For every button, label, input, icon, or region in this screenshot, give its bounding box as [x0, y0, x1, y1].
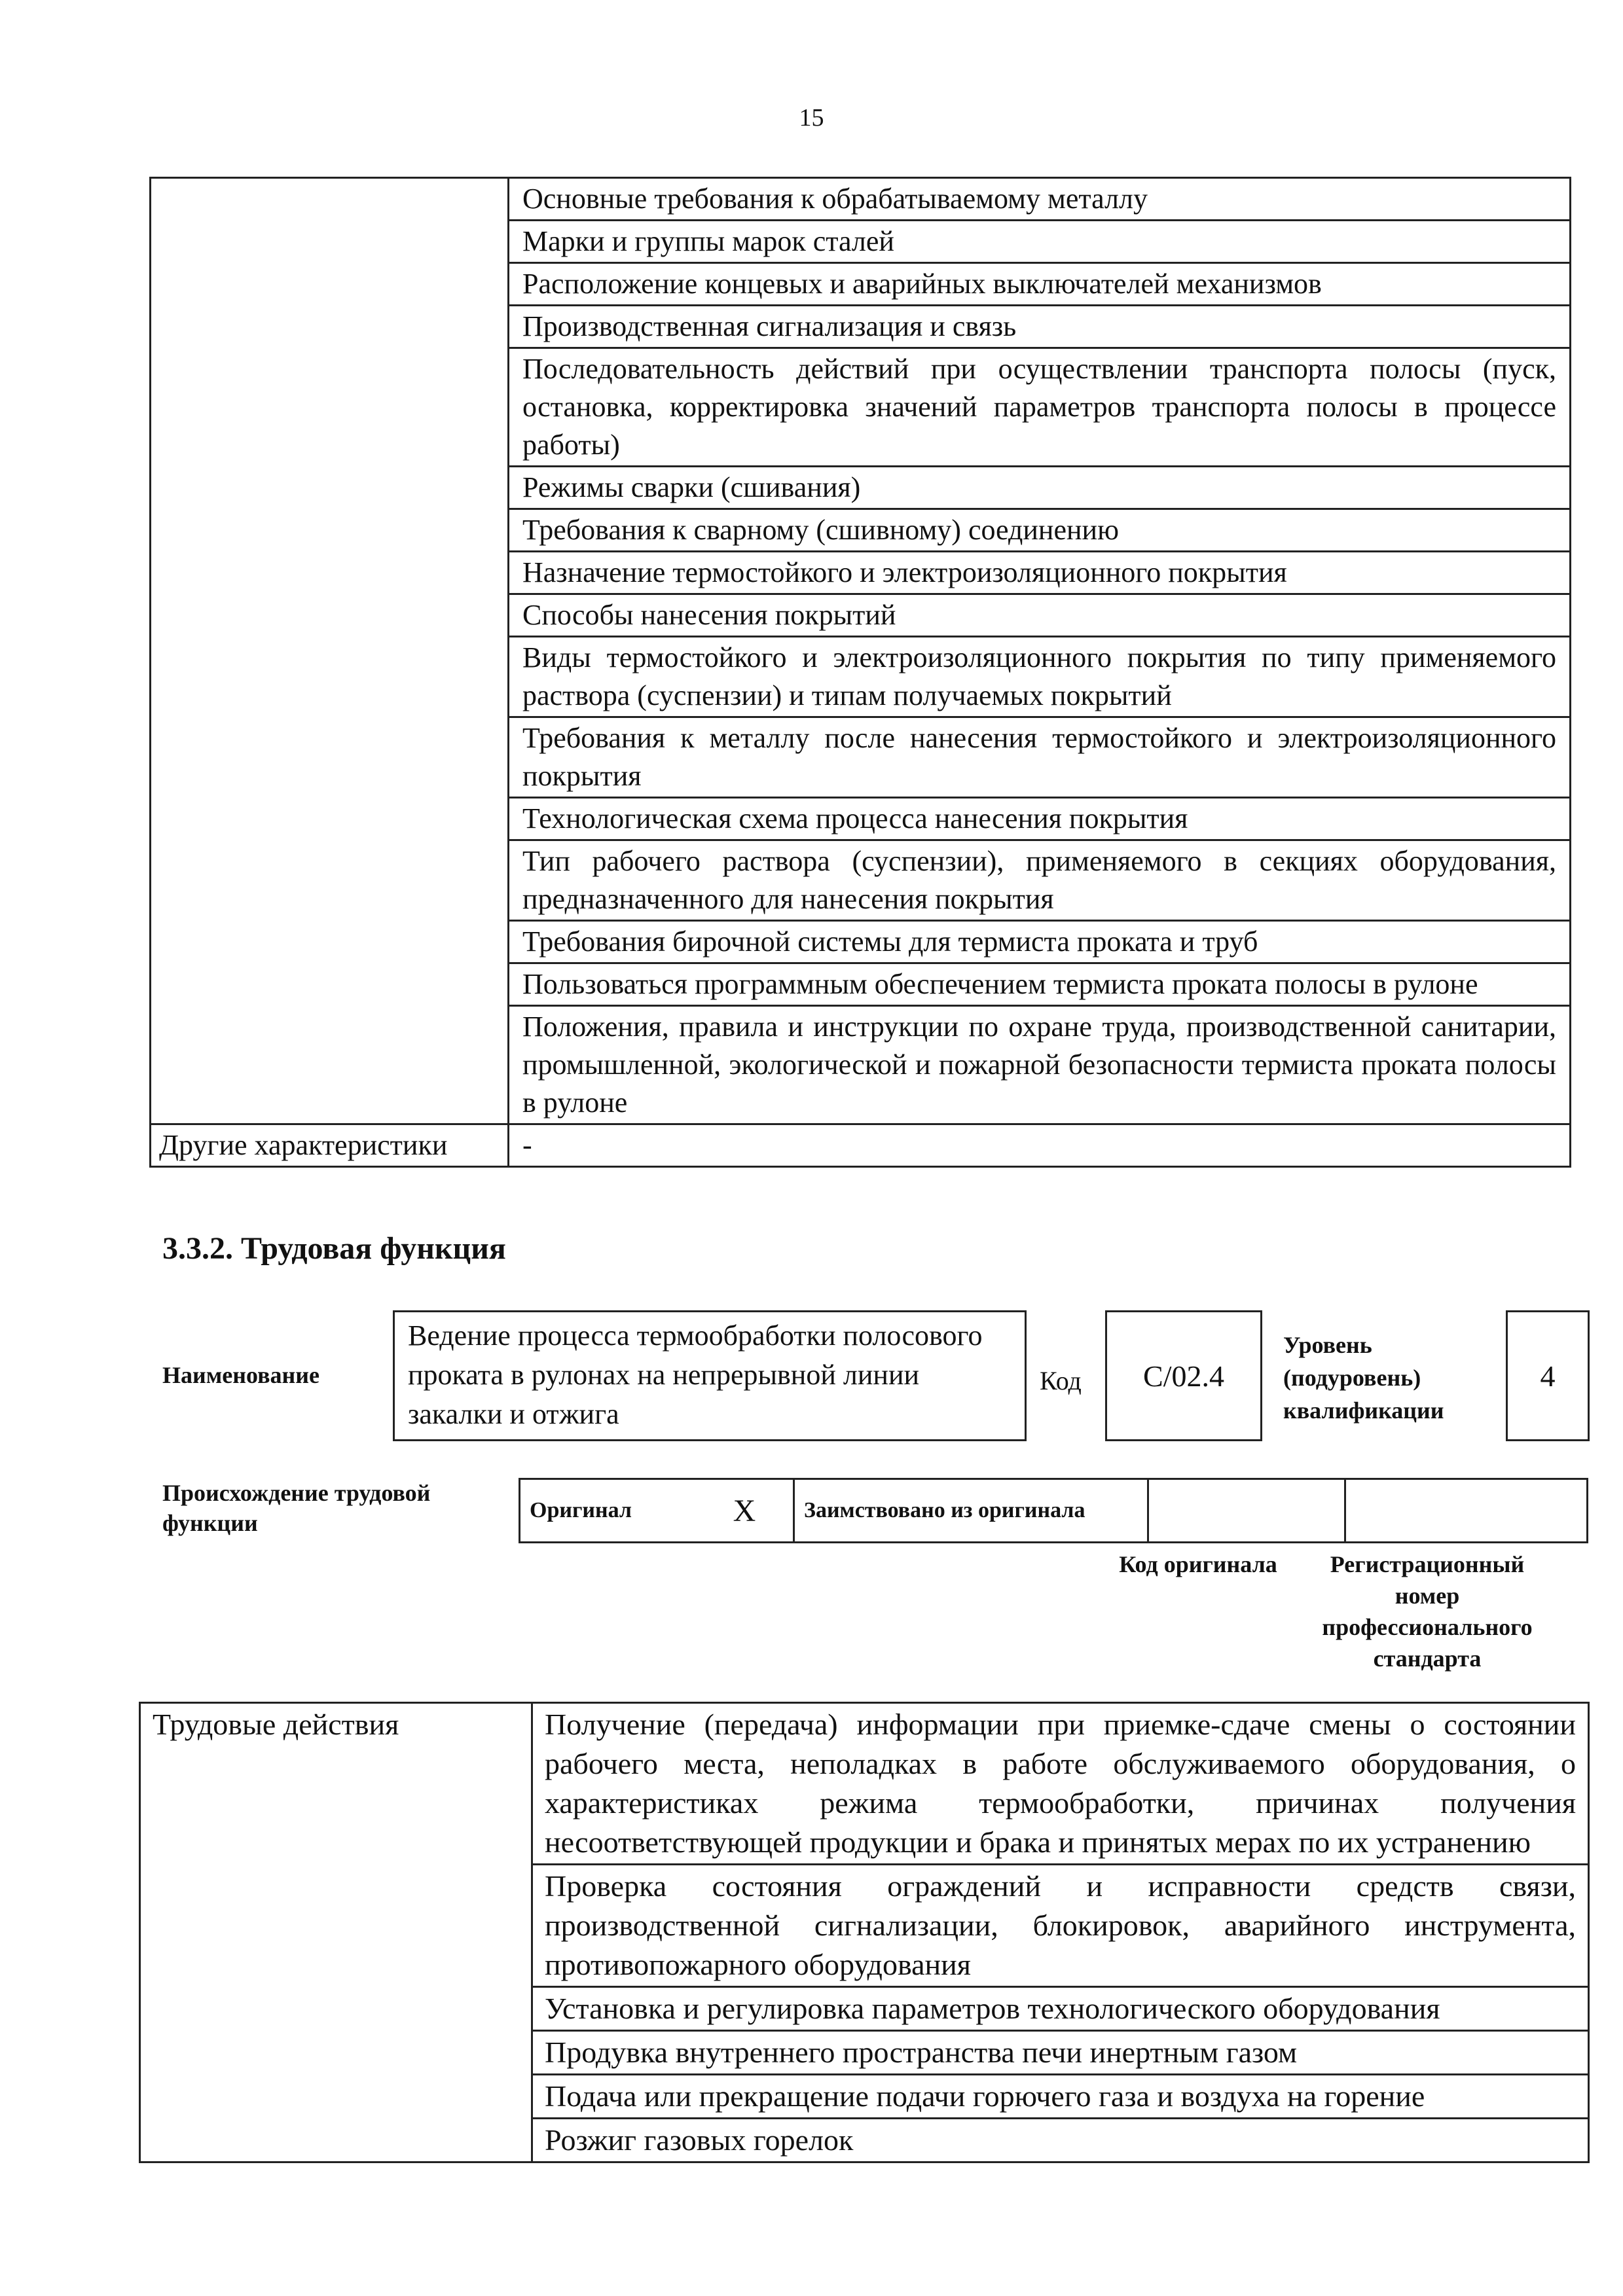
other-characteristics-value: -: [509, 1124, 1571, 1167]
requirement-item: Технологическая схема процесса нанесения покрытия: [509, 798, 1571, 840]
requirement-item: Положения, правила и инструкции по охране труда, производственной санитарии, промышленной, экологической и пожарной безопасности термиста проката полосы в рулоне: [509, 1006, 1571, 1124]
code-label: Код: [1040, 1366, 1082, 1395]
level-label: Уровень (подуровень) квалификации: [1283, 1332, 1444, 1424]
page-number: 15: [799, 104, 824, 132]
requirement-item: Требования к металлу после нанесения термостойкого и электроизоляционного покрытия: [509, 717, 1571, 798]
actions-label: Трудовые действия: [140, 1703, 532, 2162]
table-row: [151, 178, 1571, 221]
action-item: Получение (передача) информации при приемке-сдаче смены о состоянии рабочего места, неполадках в работе обслуживаемого оборудования, о характеристиках режима термообработки, причинах получения несоответствующей продукции и брака и принятых мерах по их устранению: [532, 1703, 1589, 1865]
name-label: Наименование: [162, 1362, 319, 1388]
requirement-item: Пользоваться программным обеспечением термиста проката полосы в рулоне: [509, 963, 1571, 1006]
action-item: Подача или прекращение подачи горючего газа и воздуха на горение: [532, 2075, 1589, 2119]
registration-number-cell: [1345, 1479, 1588, 1543]
requirement-item: Режимы сварки (сшивания): [509, 467, 1571, 509]
origin-table: [519, 1478, 1588, 1543]
original-code-cell: [1148, 1479, 1345, 1543]
table-row: [151, 1124, 1571, 1167]
table-row: [140, 1703, 1589, 1865]
original-mark: X: [696, 1479, 794, 1543]
registration-caption: Регистрационный номер профессионального стандарта: [1322, 1551, 1533, 1672]
action-item: Розжиг газовых горелок: [532, 2119, 1589, 2162]
requirement-item: Производственная сигнализация и связь: [509, 306, 1571, 348]
knowledge-table: [149, 177, 1571, 1168]
requirement-item: Марки и группы марок сталей: [509, 221, 1571, 263]
knowledge-label-cell: [151, 178, 509, 1124]
requirement-item: Основные требования к обрабатываемому металлу: [509, 178, 1571, 221]
requirement-item: Виды термостойкого и электроизоляционного покрытия по типу применяемого раствора (суспензии) и типам получаемых покрытий: [509, 637, 1571, 717]
borrowed-label: Заимствовано из оригинала: [794, 1479, 1148, 1543]
requirement-item: Способы нанесения покрытий: [509, 594, 1571, 637]
code-value-box: C/02.4: [1105, 1310, 1262, 1441]
action-item: Проверка состояния ограждений и исправности средств связи, производственной сигнализации, блокировок, аварийного инструмента, противопожарного оборудования: [532, 1865, 1589, 1987]
original-label: Оригинал: [520, 1479, 697, 1543]
code-caption: Код оригинала: [1119, 1551, 1277, 1577]
origin-label: Происхождение трудовой функции: [162, 1480, 431, 1536]
actions-table: [139, 1702, 1590, 2163]
other-characteristics-label: Другие характеристики: [151, 1124, 509, 1167]
requirement-item: Требования к сварному (сшивному) соединению: [509, 509, 1571, 552]
function-name-box: Ведение процесса термообработки полосового проката в рулонах на непрерывной линии закалки и отжига: [393, 1310, 1027, 1441]
requirement-item: Расположение концевых и аварийных выключателей механизмов: [509, 263, 1571, 306]
requirement-item: Последовательность действий при осуществлении транспорта полосы (пуск, остановка, корректировка значений параметров транспорта полосы в процессе работы): [509, 348, 1571, 467]
requirement-item: Требования бирочной системы для термиста проката и труб: [509, 921, 1571, 963]
section-title: 3.3.2. Трудовая функция: [162, 1231, 506, 1266]
table-row: [520, 1479, 1588, 1543]
requirement-item: Назначение термостойкого и электроизоляционного покрытия: [509, 552, 1571, 594]
action-item: Установка и регулировка параметров технологического оборудования: [532, 1987, 1589, 2031]
action-item: Продувка внутреннего пространства печи инертным газом: [532, 2031, 1589, 2075]
requirement-item: Тип рабочего раствора (суспензии), применяемого в секциях оборудования, предназначенного для нанесения покрытия: [509, 840, 1571, 921]
level-value-box: 4: [1506, 1310, 1590, 1441]
